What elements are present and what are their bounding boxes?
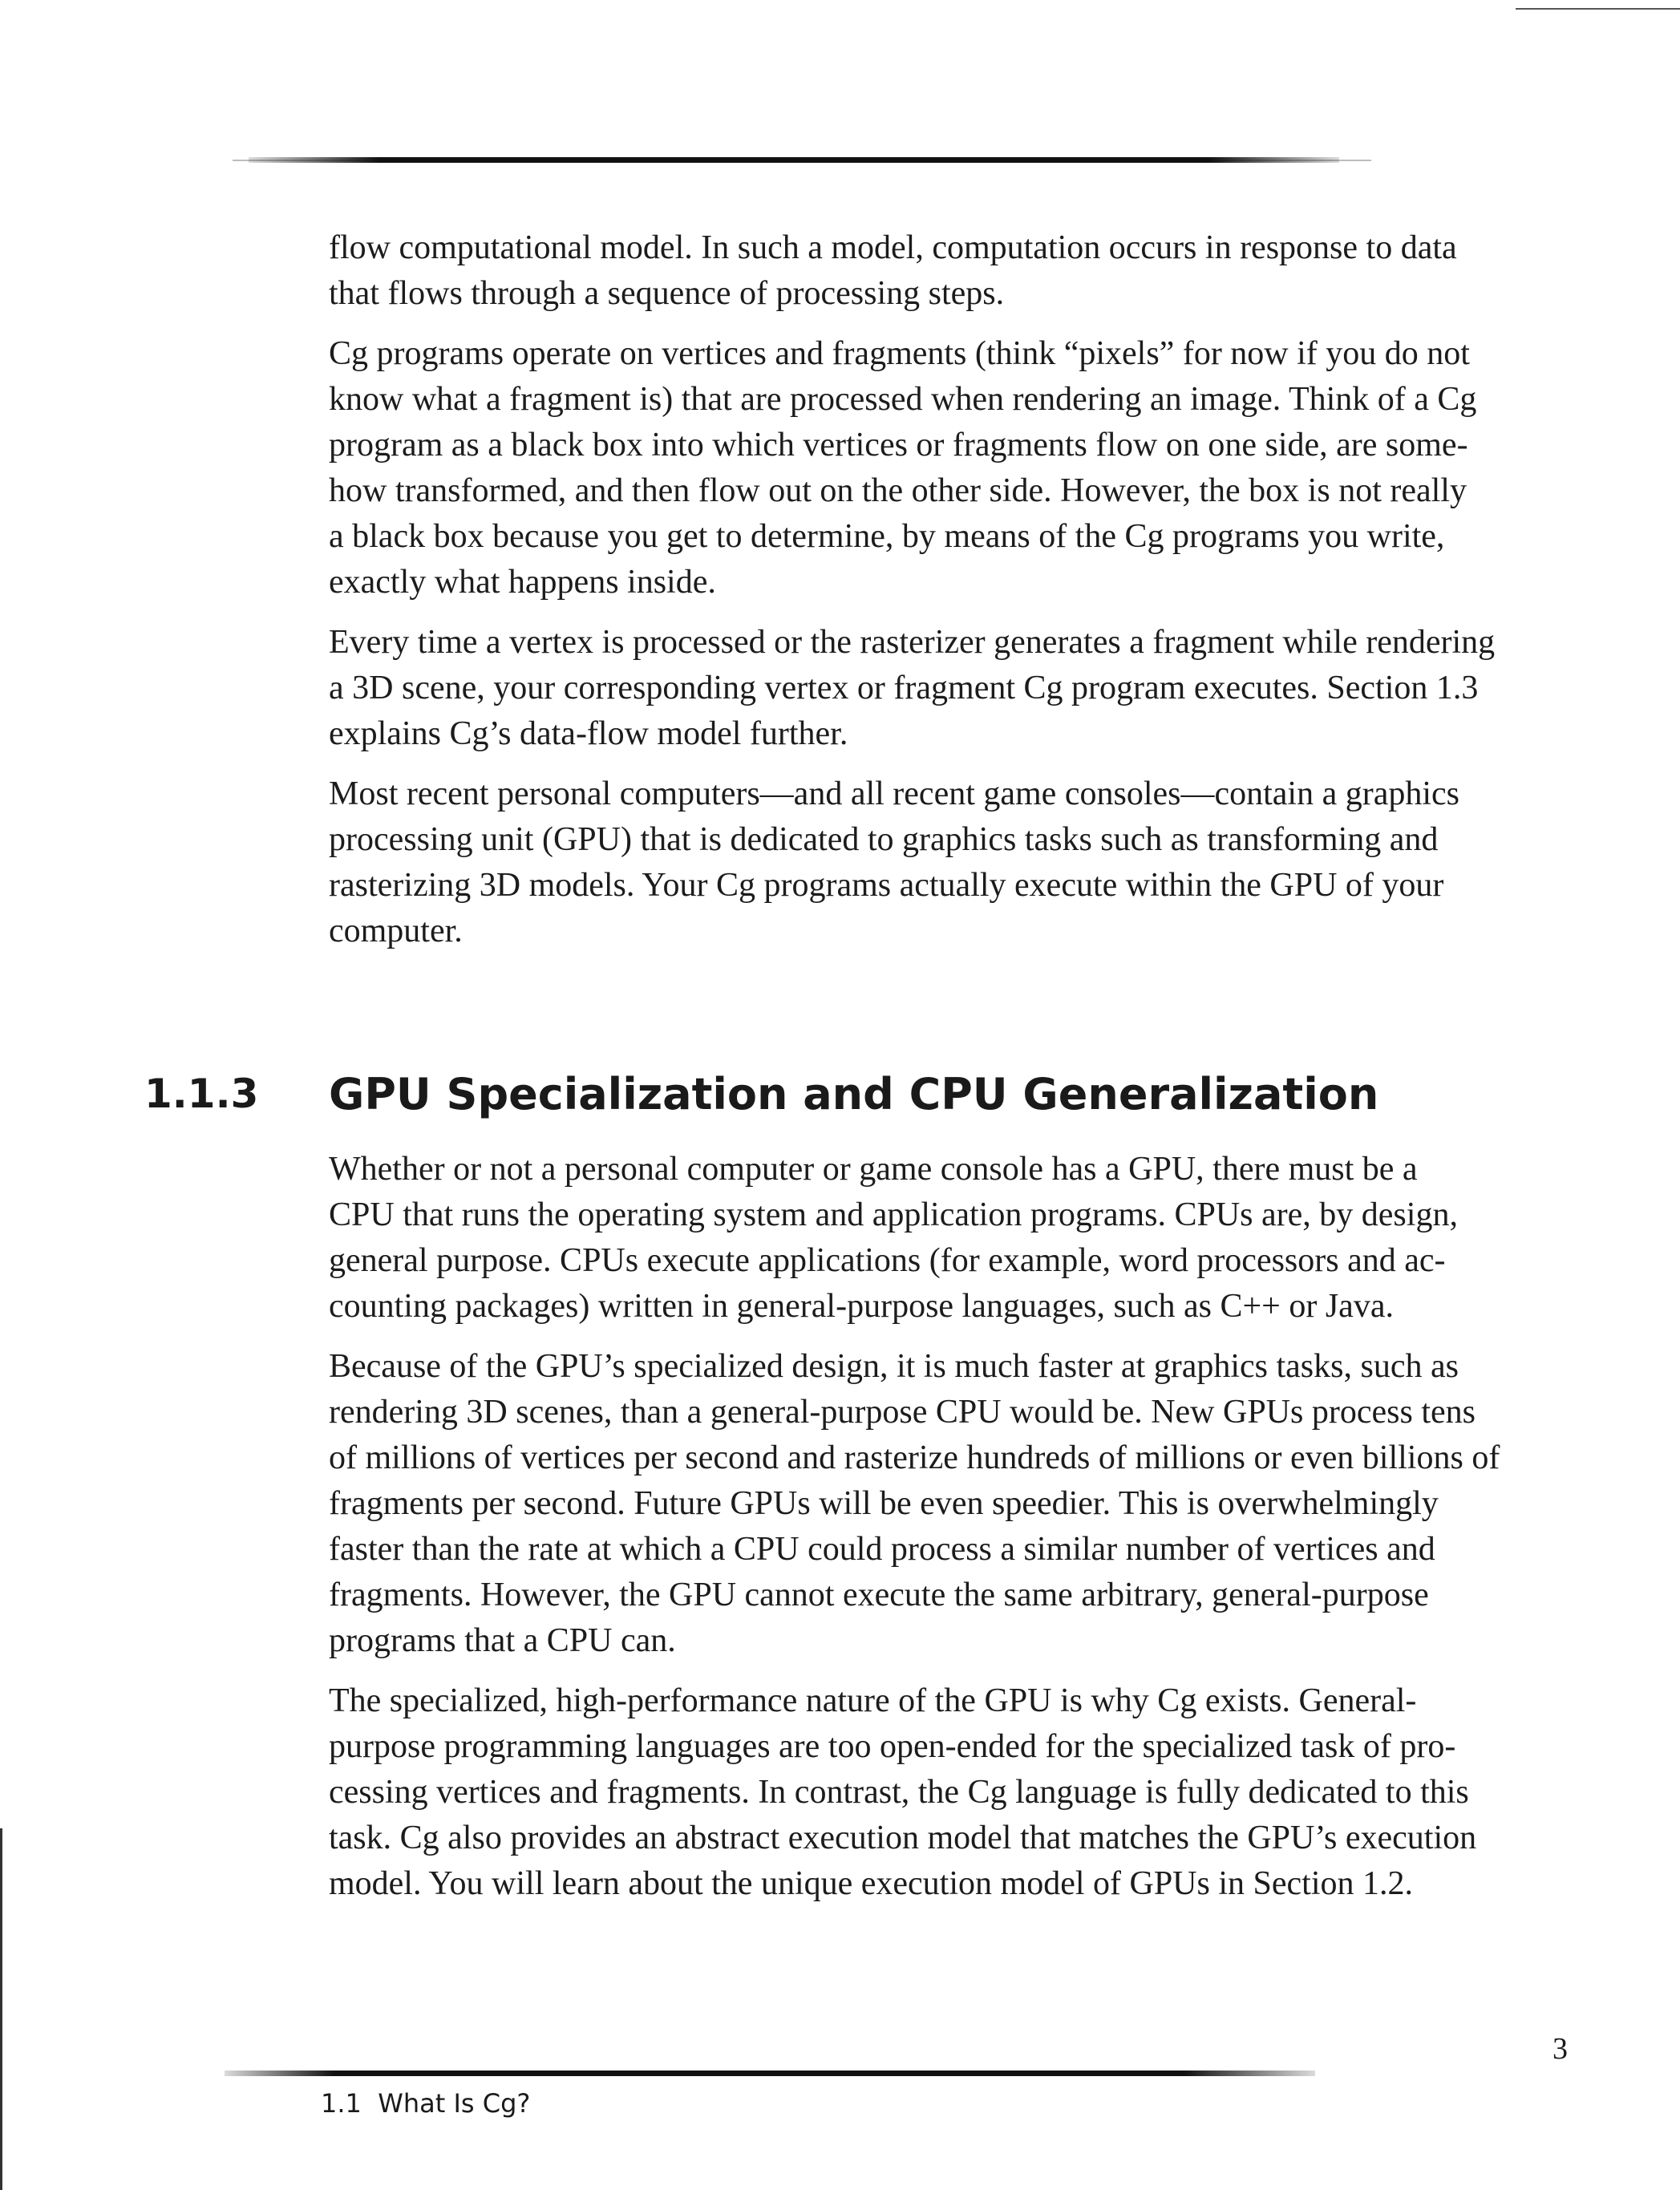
text-line: processing unit (GPU) that is dedicated to graphics tasks such as transforming and [329, 821, 1439, 858]
text-line: program as a black box into which vertices or fragments flow on one side, are some- [329, 427, 1468, 464]
text-line: of millions of vertices per second and rasterize hundreds of millions or even billions of [329, 1439, 1500, 1476]
top-right-corner-line [1516, 8, 1680, 10]
section-number: 1.1.3 [144, 1071, 259, 1117]
text-line: flow computational model. In such a model, computation occurs in response to data [329, 229, 1457, 266]
text-line: know what a fragment is) that are processed when rendering an image. Think of a Cg [329, 381, 1477, 418]
paragraph [329, 1147, 1548, 1330]
text-line: that flows through a sequence of processing steps. [329, 275, 1005, 312]
text-line: Every time a vertex is processed or the rasterizer generates a fragment while rendering [329, 624, 1496, 661]
text-line: Because of the GPU’s specialized design, it is much faster at graphics tasks, such as [329, 1348, 1459, 1385]
text-line: exactly what happens inside. [329, 564, 716, 601]
text-line: a 3D scene, your corresponding vertex or fragment Cg program executes. Section 1.3 [329, 670, 1479, 706]
text-line: Cg programs operate on vertices and fragments (think “pixels” for now if you do not [329, 335, 1470, 372]
text-line: faster than the rate at which a CPU could process a similar number of vertices and [329, 1531, 1435, 1568]
paragraph [329, 331, 1548, 605]
paragraph [329, 771, 1548, 954]
text-line: programs that a CPU can. [329, 1622, 676, 1659]
text-line: CPU that runs the operating system and application programs. CPUs are, by design, [329, 1196, 1458, 1233]
bottom-rule [225, 2071, 1315, 2076]
text-line: general purpose. CPUs execute applications (for example, word processors and ac- [329, 1242, 1446, 1279]
paragraph [329, 1344, 1548, 1664]
text-line: The specialized, high-performance nature of the GPU is why Cg exists. General- [329, 1682, 1417, 1719]
text-block-top [329, 225, 1548, 954]
text-block-bottom [329, 1147, 1548, 1907]
text-line: fragments per second. Future GPUs will be even speedier. This is overwhelmingly [329, 1485, 1439, 1522]
running-footer-section: 1.1 What Is Cg? [321, 2088, 531, 2119]
page-number: 3 [1552, 2032, 1568, 2066]
text-line: fragments. However, the GPU cannot execute the same arbitrary, general-purpose [329, 1577, 1429, 1613]
text-line: task. Cg also provides an abstract execution model that matches the GPU’s execution [329, 1820, 1477, 1856]
text-line: how transformed, and then flow out on the other side. However, the box is not really [329, 472, 1467, 509]
text-line: model. You will learn about the unique execution model of GPUs in Section 1.2. [329, 1865, 1413, 1902]
text-line: a black box because you get to determine, by means of the Cg programs you write, [329, 518, 1445, 555]
text-line: cessing vertices and fragments. In contrast, the Cg language is fully dedicated to this [329, 1774, 1469, 1811]
scan-edge-mark [0, 1828, 2, 2190]
text-line: Whether or not a personal computer or game console has a GPU, there must be a [329, 1151, 1418, 1188]
text-line: explains Cg’s data-flow model further. [329, 715, 848, 752]
top-rule [249, 157, 1339, 163]
text-line: counting packages) written in general-purpose languages, such as C++ or Java. [329, 1288, 1394, 1325]
text-line: rendering 3D scenes, than a general-purpose CPU would be. New GPUs process tens [329, 1394, 1476, 1431]
paragraph [329, 225, 1548, 317]
paragraph [329, 620, 1548, 757]
text-line: computer. [329, 913, 463, 949]
paragraph [329, 1678, 1548, 1907]
text-line: purpose programming languages are too open-ended for the specialized task of pro- [329, 1728, 1456, 1765]
text-line: Most recent personal computers—and all recent game consoles—contain a graphics [329, 775, 1460, 812]
section-title: GPU Specialization and CPU Generalization [329, 1069, 1379, 1119]
text-line: rasterizing 3D models. Your Cg programs actually execute within the GPU of your [329, 867, 1444, 904]
